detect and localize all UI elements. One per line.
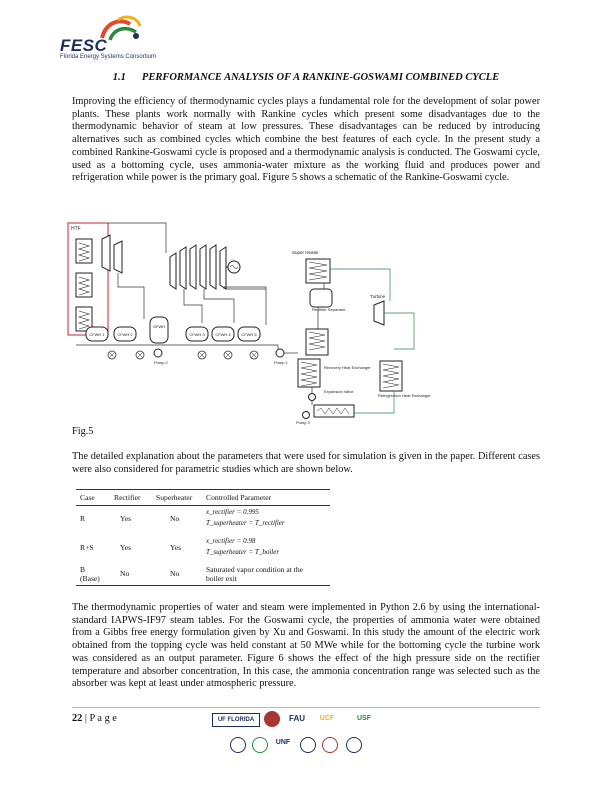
usf-logo: USF <box>357 715 371 722</box>
turbine-label: Turbine <box>370 294 386 299</box>
row-r-rectifier: Yes <box>120 514 132 523</box>
cases-table <box>76 489 330 585</box>
row-rs-case: R+S <box>80 543 94 552</box>
cfwh1-label: CFWH 1 <box>89 332 105 337</box>
ucf-logo: UCF <box>319 715 335 722</box>
seal-icon <box>264 711 280 727</box>
unf-logo: UNF <box>275 739 291 746</box>
intro-paragraph: Improving the efficiency of thermodynamic cycles plays a fundamental role for the development of solar power plants. These plants work normally with Rankine cycles which present some disadvantages due to the thermodynamic behavior of steam at low pressures. These disadvantages can be reduced by introducing alternatives such as combined cycles which combine the best features of each cycle. In the present study a combined Rankine-Goswami cycle is proposed and a thermodynamic analysis is conducted. The Goswami cycle, used as a bottoming cycle, uses ammonia-water mixture as the working fluid and produces power and refrigeration while power is the primary goal. Figure 5 shows a schematic of the Rankine-Goswami cycle. <box>72 96 540 184</box>
ofwh-label: OFWH <box>152 324 166 329</box>
row-rs-superheater: Yes <box>170 543 182 552</box>
cfwh3-label: CFWH 3 <box>189 332 205 337</box>
row-r-param1: x_rectifier = 0.995 <box>206 508 259 516</box>
col-header-superheater: Superheater <box>156 493 193 502</box>
section-title <box>0 72 612 83</box>
col-header-case: Case <box>80 493 95 502</box>
row-b-param1: Saturated vapor condition at the <box>206 565 304 574</box>
figure-caption: Fig.5 <box>72 426 94 437</box>
seal-icon <box>346 737 362 753</box>
parameters-paragraph: The detailed explanation about the parameters that were used for simulation is given in the paper. Different cases were also considered for parametric studies which are shown below. <box>72 451 540 475</box>
section-number: 1.1 <box>112 72 126 83</box>
cfwh4-label: CFWH 4 <box>215 332 231 337</box>
row-r-superheater: No <box>170 514 180 523</box>
super-heater-label: Super Heater <box>292 250 319 255</box>
row-b-param2: boiler exit <box>206 574 237 583</box>
logo-subtitle: Florida Energy Systems Consortium <box>60 54 157 60</box>
table-bottom-rule <box>76 585 330 586</box>
seal-icon <box>252 737 268 753</box>
logo-word: FESC <box>60 36 108 55</box>
seal-icon <box>322 737 338 753</box>
cfwh2-label: CFWH 2 <box>117 332 133 337</box>
recovery-hx-label: Recovery Heat Exchanger <box>324 365 371 370</box>
row-rs-rectifier: Yes <box>120 543 132 552</box>
pump3-label: Pump 3 <box>296 420 310 425</box>
fau-logo: FAU <box>289 714 305 723</box>
refrigeration-hx-label: Refrigeration Heat Exchanger <box>378 393 431 398</box>
table-header-rule <box>76 505 330 506</box>
row-b-rectifier: No <box>120 569 130 578</box>
row-rs-param1: x_rectifier = 0.98 <box>206 537 256 545</box>
row-r-case: R <box>80 514 86 523</box>
fesc-logo <box>60 14 200 60</box>
row-b-case-note: (Base) <box>80 574 100 583</box>
rectifier-label: Rectifier Separator <box>312 307 346 312</box>
section-heading: PERFORMANCE ANALYSIS OF A RANKINE-GOSWAMI COMBINED CYCLE <box>141 72 500 83</box>
row-b-superheater: No <box>170 569 180 578</box>
pump2-label: Pump 2 <box>154 360 168 365</box>
footer-rule <box>72 707 540 708</box>
col-header-controlled-parameter: Controlled Parameter <box>206 493 272 502</box>
pump1-label: Pump 1 <box>274 360 288 365</box>
cfwh5-label: CFWH 5 <box>241 332 257 337</box>
properties-paragraph: The thermodynamic properties of water and steam were implemented in Python 2.6 by using the international-standard IAPWS-IF97 steam tables. For the Goswami cycle, the properties of ammonia water were obtained from a Gibbs free energy formulation given by Xu and Goswami. In this study the amount of the electric work obtained from the topping cycle was held constant at 50 MWe while for the bottoming cycle the turbine work was considered as an output parameter. Figure 6 shows the effect of the high pressure side on the rectifier temperature and absorber concentration, In this case, the ammonia concentration range was selected such as the absorber was kept at least under atmospheric pressure. <box>72 602 540 690</box>
page-number <box>72 713 117 724</box>
htf-label: HTF <box>71 226 81 232</box>
uf-logo: UF FLORIDA <box>212 713 260 727</box>
university-logos <box>212 709 402 771</box>
row-b-case: B <box>80 565 86 574</box>
row-rs-param2: T_superheater = T_boiler <box>206 548 280 556</box>
page-label: | P a g e <box>84 713 117 724</box>
row-r-param2: T_superheater = T_rectifier <box>206 519 285 527</box>
rankine-goswami-schematic <box>66 209 476 426</box>
expansion-valve-label: Expansion Valve <box>324 389 354 394</box>
seal-icon <box>230 737 246 753</box>
page-number-value: 22 <box>72 713 83 724</box>
col-header-rectifier: Rectifier <box>114 493 141 502</box>
table-top-rule <box>76 489 330 490</box>
seal-icon <box>300 737 316 753</box>
